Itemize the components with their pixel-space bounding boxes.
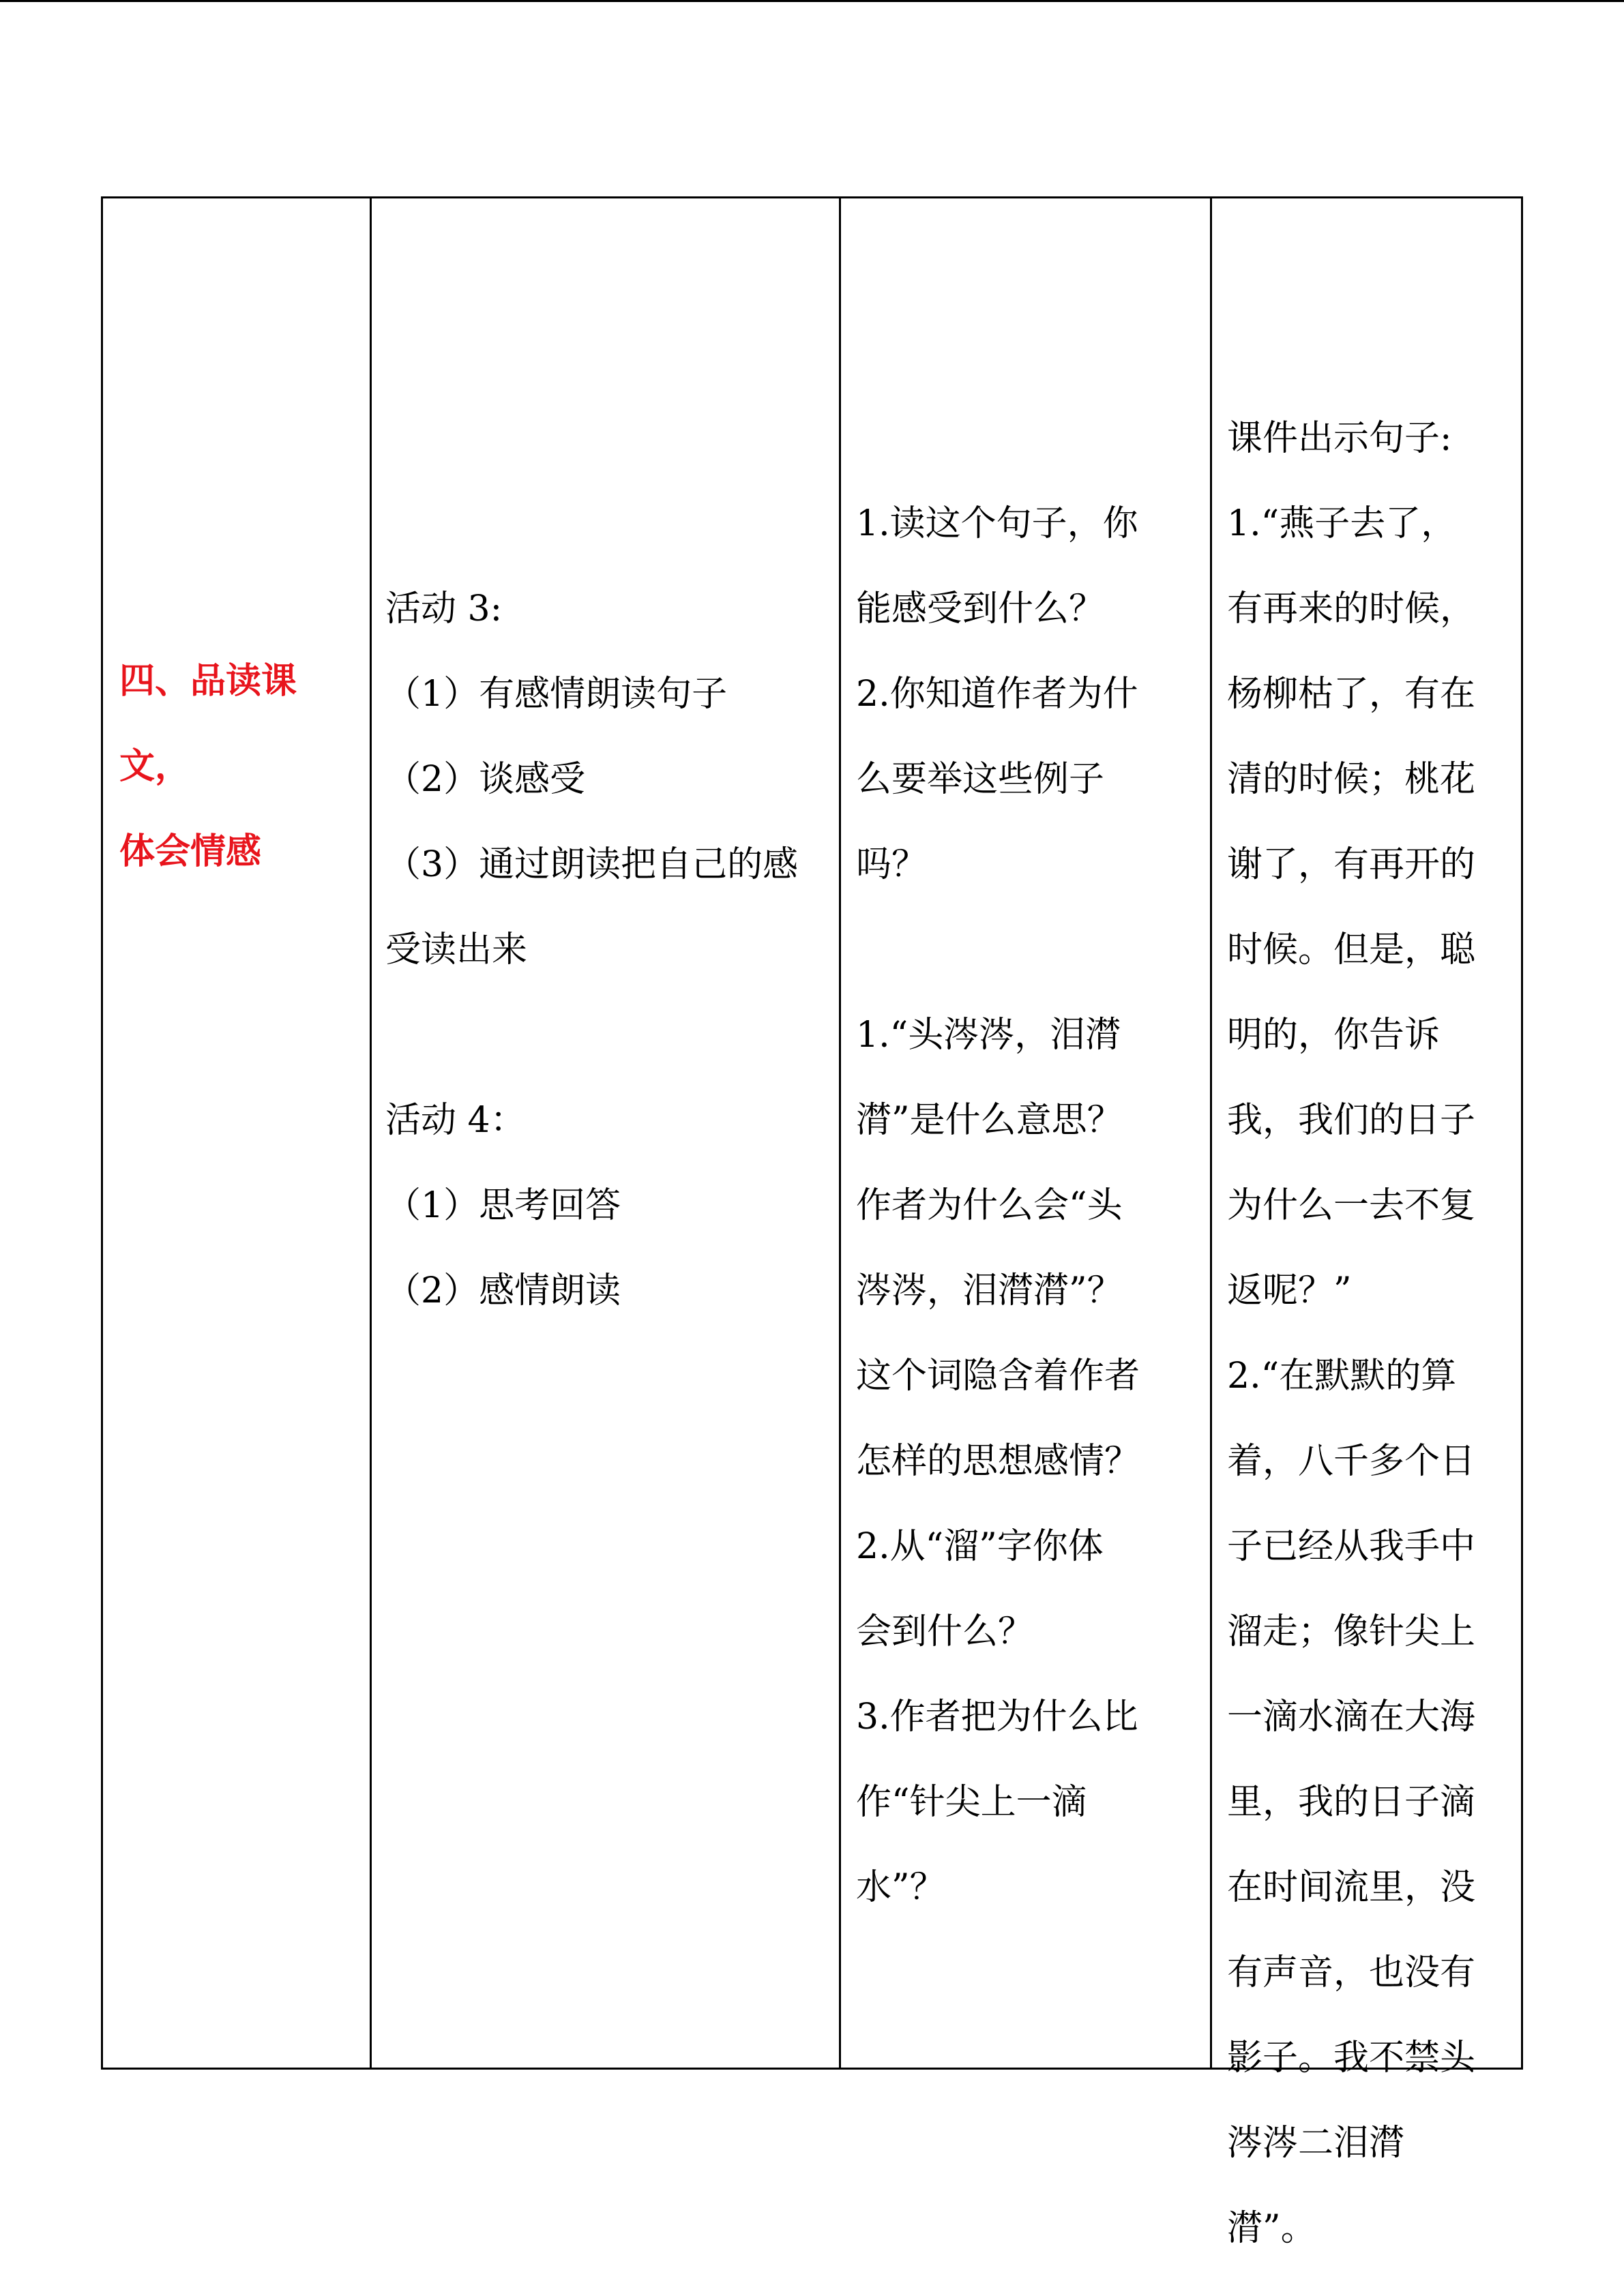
student-activity-cell xyxy=(372,198,841,2068)
courseware-line: 着，八千多个日 xyxy=(1227,1441,1476,1482)
activity-line: （2）谈感受 xyxy=(385,759,586,800)
courseware-line: 我，我们的日子 xyxy=(1227,1100,1476,1141)
courseware-line: 2.“在默默的算 xyxy=(1227,1356,1457,1397)
stage-heading xyxy=(119,639,358,895)
guidance-line: 作者为什么会“头 xyxy=(856,1185,1123,1226)
guidance-line: 1.读这个句子，你 xyxy=(856,503,1138,544)
courseware-line: 返呢？” xyxy=(1227,1270,1352,1311)
top-rule xyxy=(0,0,1624,2)
guidance-line: 潸”是什么意思？ xyxy=(856,1100,1123,1141)
activity-line: 活动 3: xyxy=(385,588,503,629)
activity-line: （2）感情朗读 xyxy=(385,1270,621,1311)
courseware-line: 时候。但是，聪 xyxy=(1227,929,1476,970)
guidance-line: 2.从“溜”字你体 xyxy=(856,1526,1104,1567)
courseware-line: 一滴水滴在大海 xyxy=(1227,1697,1476,1738)
courseware-line: 涔涔二泪潸 xyxy=(1227,2123,1405,2164)
stage-line: 四、品读课 xyxy=(119,661,297,702)
guidance-line: 能感受到什么？ xyxy=(856,588,1105,629)
activity-line: （3）通过朗读把自己的感 xyxy=(385,844,799,885)
courseware-cell xyxy=(1212,198,1521,2249)
courseware-line: 课件出示句子: xyxy=(1227,418,1452,459)
courseware-line: 潸”。 xyxy=(1227,2208,1316,2249)
guidance-line: 2.你知道作者为什 xyxy=(856,674,1138,715)
courseware-line: 杨柳枯了，有在 xyxy=(1227,674,1476,715)
courseware-line: 1.“燕子去了， xyxy=(1227,503,1457,544)
guidance-line: 水”？ xyxy=(856,1867,945,1908)
student-activity-text xyxy=(385,567,798,1334)
guidance-line: 涔涔，泪潸潸”？ xyxy=(856,1270,1123,1311)
guidance-line xyxy=(856,908,1140,993)
courseware-line: 谢了，有再开的 xyxy=(1227,844,1476,885)
courseware-line: 溜走；像针尖上 xyxy=(1227,1611,1476,1652)
guidance-line: 么要举这些例子 xyxy=(856,759,1105,800)
courseware-line: 在时间流里，没 xyxy=(1227,1867,1476,1908)
guidance-line: 会到什么？ xyxy=(856,1611,1034,1652)
activity-line: 活动 4： xyxy=(385,1100,526,1141)
stage-line: 文， xyxy=(119,746,191,787)
courseware-line: 为什么一去不复 xyxy=(1227,1185,1476,1226)
courseware-text xyxy=(1227,396,1475,2271)
activity-line: 受读出来 xyxy=(385,929,528,970)
stage-cell xyxy=(103,198,372,2068)
teacher-guidance-text xyxy=(856,481,1140,1930)
activity-line: （1）思考回答 xyxy=(385,1185,621,1226)
activity-line xyxy=(385,993,798,1078)
guidance-line: 作“针尖上一滴 xyxy=(856,1782,1087,1823)
courseware-line: 有再来的时候， xyxy=(1227,588,1476,629)
guidance-line: 1.“头涔涔，泪潸 xyxy=(856,1015,1121,1056)
courseware-line: 子已经从我手中 xyxy=(1227,1526,1476,1567)
lesson-plan-table xyxy=(101,196,1523,2249)
guidance-line: 吗？ xyxy=(856,844,928,885)
activity-line: （1）有感情朗读句子 xyxy=(385,674,728,715)
courseware-line: 明的，你告诉 xyxy=(1227,1015,1441,1056)
courseware-line: 清的时候；桃花 xyxy=(1227,759,1476,800)
courseware-line: 有声音，也没有 xyxy=(1227,1952,1476,1993)
stage-line: 体会情感 xyxy=(119,831,262,872)
courseware-line: 影子。我不禁头 xyxy=(1227,2038,1476,2078)
guidance-line: 这个词隐含着作者 xyxy=(856,1356,1140,1397)
guidance-line: 怎样的思想感情？ xyxy=(856,1441,1140,1482)
guidance-line: 3.作者把为什么比 xyxy=(856,1697,1138,1738)
teacher-guidance-cell xyxy=(841,198,1212,2068)
courseware-line: 里，我的日子滴 xyxy=(1227,1782,1476,1823)
